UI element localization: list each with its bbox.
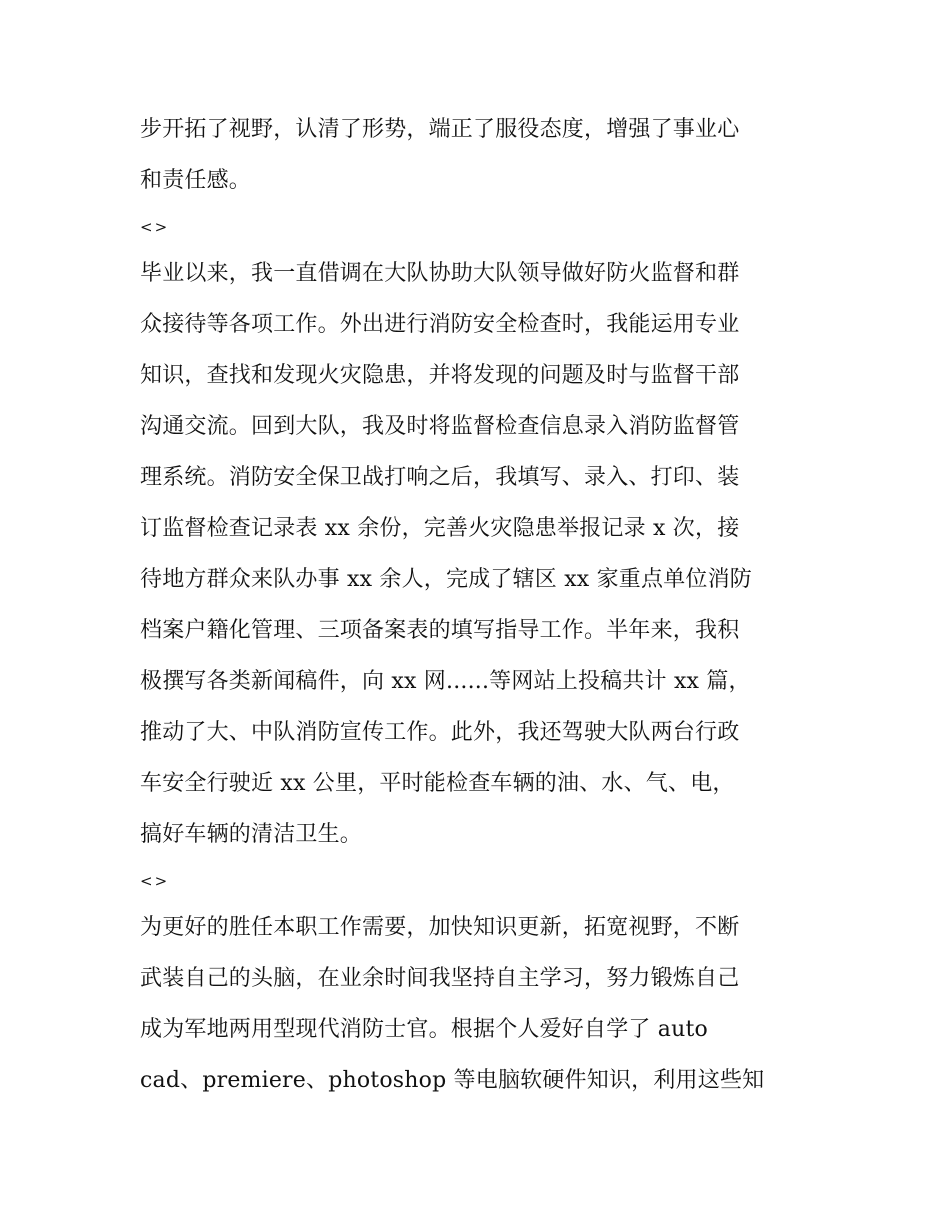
document-page (140, 104, 820, 1106)
text-line: 极撰写各类新闻稿件，向 xx 网......等网站上投稿共计 xx 篇， (140, 669, 751, 694)
text-line: 为更好的胜任本职工作需要，加快知识更新，拓宽视野，不断 (140, 915, 740, 940)
text-line: 理系统。消防安全保卫战打响之后，我填写、录入、打印、装 (140, 465, 740, 490)
text-line: 步开拓了视野，认清了形势，端正了服役态度，增强了事业心 (140, 117, 740, 142)
text-line: 沟通交流。回到大队，我及时将监督检查信息录入消防监督管 (140, 414, 740, 439)
paragraph (140, 104, 820, 206)
text-line: 知识，查找和发现火灾隐患，并将发现的问题及时与监督干部 (140, 363, 740, 388)
text-line: 毕业以来，我一直借调在大队协助大队领导做好防火监督和群 (140, 261, 740, 286)
text-line: 待地方群众来队办事 xx 余人，完成了辖区 xx 家重点单位消防 (140, 567, 753, 592)
text-line: 成为军地两用型现代消防士官。根据个人爱好自学了 auto (140, 1017, 708, 1042)
section-marker: <> (140, 872, 170, 890)
text-line: 武装自己的头脑，在业余时间我坚持自主学习，努力锻炼自己 (140, 966, 740, 991)
text-line: 档案户籍化管理、三项备案表的填写指导工作。半年来，我积 (140, 618, 740, 643)
paragraph (140, 902, 820, 1106)
text-line: 订监督检查记录表 xx 余份，完善火灾隐患举报记录 x 次，接 (140, 516, 740, 541)
text-line: cad、premiere、photoshop 等电脑软硬件知识，利用这些知 (140, 1068, 765, 1093)
section-marker: <> (140, 218, 170, 236)
text-line: 推动了大、中队消防宣传工作。此外，我还驾驶大队两台行政 (140, 720, 740, 745)
text-line: 和责任感。 (140, 168, 252, 193)
paragraph (140, 248, 820, 860)
text-line: 车安全行驶近 xx 公里，平时能检查车辆的油、水、气、电， (140, 771, 735, 796)
text-line: 搞好车辆的清洁卫生。 (140, 822, 363, 847)
text-line: 众接待等各项工作。外出进行消防安全检查时，我能运用专业 (140, 312, 740, 337)
